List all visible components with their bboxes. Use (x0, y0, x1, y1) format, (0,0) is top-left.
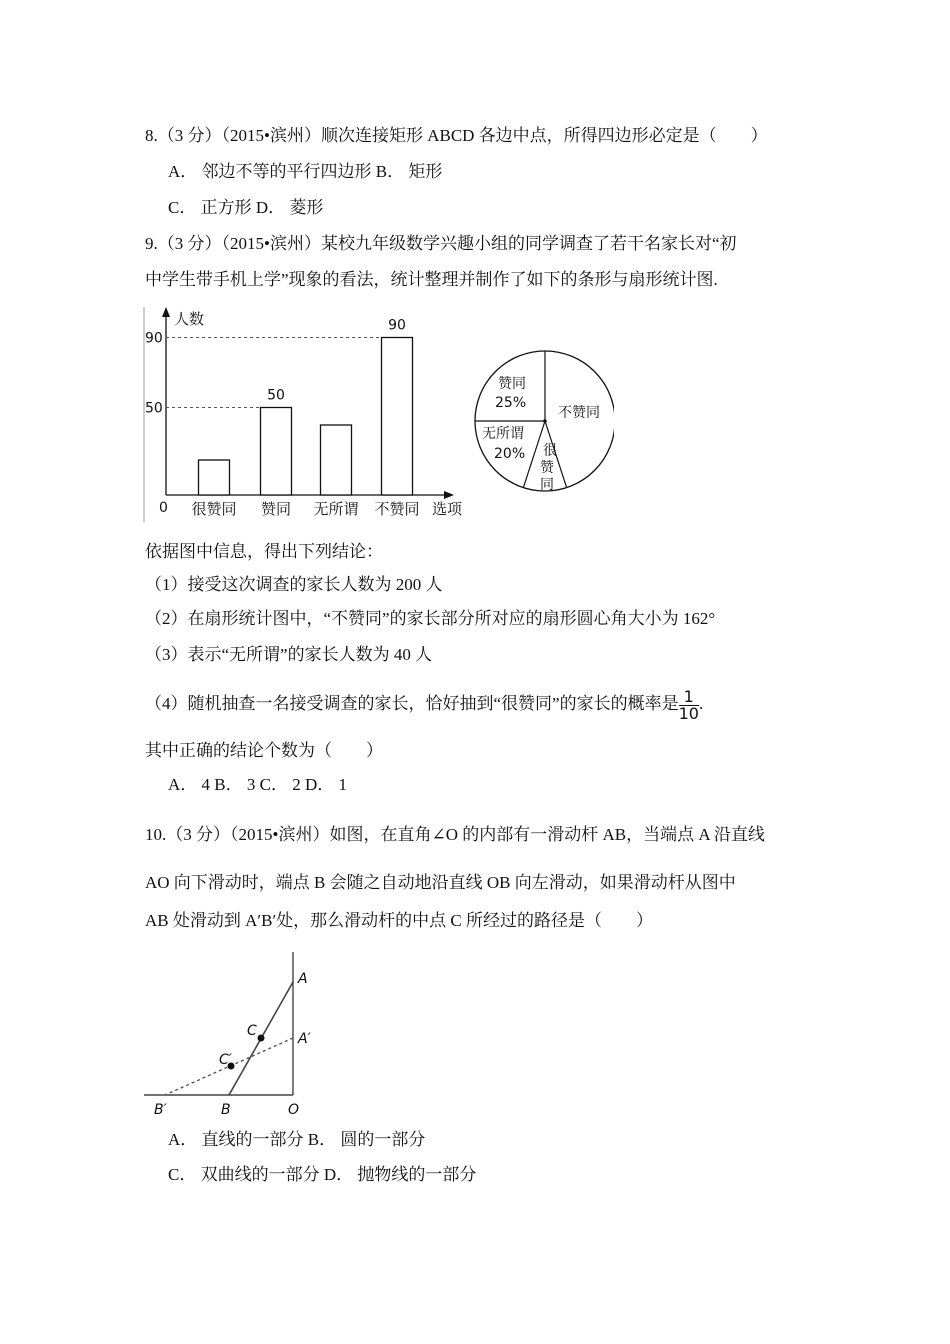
x-tick-label: 很赞同 (191, 500, 237, 518)
y-tick-label: 90 (145, 330, 163, 347)
bar-chart (140, 302, 470, 527)
pie-label-buzantong: 不赞同 (558, 405, 600, 421)
pie-label-henzantong-1: 很 (543, 443, 557, 459)
fraction-denominator: 10 (678, 703, 699, 723)
label-o: O (288, 1102, 300, 1118)
q9-question: 其中正确的结论个数为（ ） (145, 741, 383, 760)
pie-pct-wusuowei: 20% (494, 446, 526, 462)
pie-label-wusuowei: 无所谓 (482, 426, 524, 442)
q9-conclusion-4-text: （4）随机抽查一名接受调查的家长，恰好抽到“很赞同”的家长的概率是 (145, 694, 679, 713)
bar (382, 338, 413, 496)
probability-fraction (678, 686, 699, 723)
q9-conclusion-3: （3）表示“无所谓”的家长人数为 40 人 (145, 645, 433, 664)
x-tick-label: 不赞同 (374, 500, 420, 518)
q9-options: A． 4 B． 3 C． 2 D． 1 (168, 775, 347, 794)
q10-stem-line1: 10.（3 分）（2015•滨州）如图，在直角∠O 的内部有一滑动杆 AB，当端点 A 沿直线 (145, 825, 765, 844)
label-c-prime: C′ (219, 1052, 232, 1068)
q9-conclusion-1: （1）接受这次调查的家长人数为 200 人 (145, 575, 443, 594)
bar (261, 408, 292, 496)
y-tick-label: 50 (145, 400, 163, 417)
label-a: A (298, 971, 308, 987)
q10-stem-line3: AB 处滑动到 A′B′处，那么滑动杆的中点 C 所经过的路径是（ ） (145, 911, 654, 930)
sliding-rod-figure (140, 948, 330, 1123)
q9-intro: 依据图中信息，得出下列结论： (145, 542, 383, 561)
label-b: B (221, 1102, 231, 1118)
q8-options-line1: A． 邻边不等的平行四边形 B． 矩形 (168, 162, 443, 181)
label-a-prime: A′ (298, 1031, 311, 1047)
q9-conclusion-2: （2）在扇形统计图中，“不赞同”的家长部分所对应的扇形圆心角大小为 162° (145, 609, 716, 628)
origin-label: 0 (159, 500, 168, 516)
q10-options-line2: C． 双曲线的一部分 D． 抛物线的一部分 (168, 1165, 477, 1184)
q8-options-line2: C． 正方形 D． 菱形 (168, 198, 324, 217)
q10-options-line1: A． 直线的一部分 B． 圆的一部分 (168, 1130, 426, 1149)
midpoint-c (258, 1035, 265, 1042)
pie-label-henzantong-3: 同 (540, 477, 554, 493)
y-axis-label: 人数 (174, 310, 205, 328)
x-axis-label: 选项 (432, 500, 463, 518)
label-c: C (247, 1023, 257, 1039)
q9-stem-line1: 9.（3 分）（2015•滨州）某校九年级数学兴趣小组的同学调查了若干名家长对“初 (145, 234, 737, 253)
q9-stem-line2: 中学生带手机上学”现象的看法，统计整理并制作了如下的条形与扇形统计图. (145, 270, 718, 289)
bar-marks (145, 318, 420, 519)
bar-data-label: 90 (388, 317, 406, 334)
pie-center (543, 419, 547, 423)
q10-stem-line2: AO 向下滑动时，端点 B 会随之自动地沿直线 OB 向左滑动，如果滑动杆从图中 (145, 873, 736, 892)
bar-data-label: 50 (267, 387, 285, 404)
q9-conclusion-4 (145, 684, 703, 724)
x-tick-label: 无所谓 (313, 500, 359, 518)
pie-chart (474, 347, 614, 497)
x-tick-label: 赞同 (260, 500, 292, 518)
pie-label-zantong: 赞同 (498, 376, 526, 392)
q8-stem: 8.（3 分）（2015•滨州）顺次连接矩形 ABCD 各边中点，所得四边形必定是（ ） (145, 126, 768, 145)
fraction-numerator: 1 (679, 689, 699, 706)
bar (199, 460, 230, 495)
bar (321, 425, 352, 495)
pie-pct-zantong: 25% (495, 395, 527, 411)
label-b-prime: B′ (154, 1102, 167, 1118)
q9-conclusion-4-end: . (698, 694, 704, 713)
pie-label-henzantong-2: 赞 (540, 460, 554, 476)
